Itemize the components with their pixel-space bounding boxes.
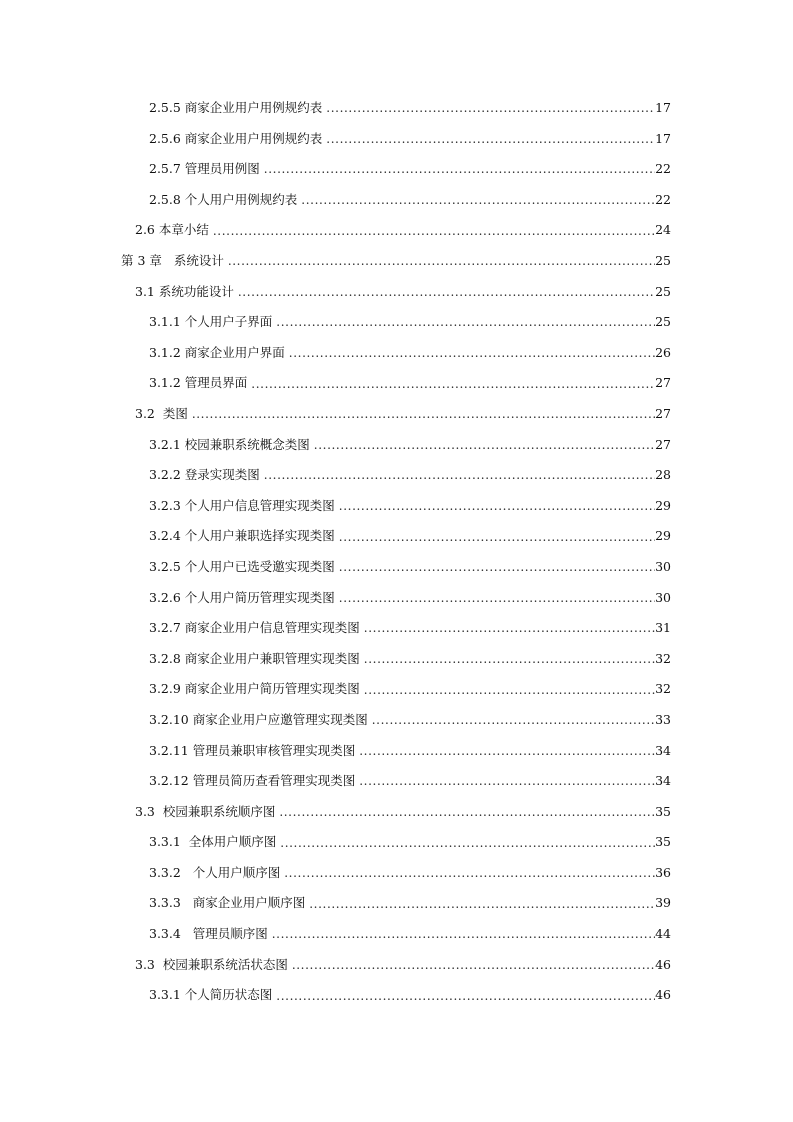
toc-entry-title: 3.2.7 商家企业用户信息管理实现类图 bbox=[149, 620, 360, 636]
toc-dot-leader bbox=[276, 837, 655, 849]
toc-entry-title: 3.3.2 个人用户顺序图 bbox=[149, 864, 281, 880]
toc-entry-title: 2.6 本章小结 bbox=[135, 222, 209, 238]
toc-entry[interactable] bbox=[0, 460, 793, 491]
toc-entry[interactable] bbox=[0, 154, 793, 185]
toc-entry[interactable] bbox=[0, 827, 793, 858]
toc-dot-leader bbox=[260, 163, 655, 175]
toc-entry[interactable] bbox=[0, 858, 793, 889]
toc-entry[interactable] bbox=[0, 491, 793, 522]
toc-entry-title: 3.2 类图 bbox=[135, 405, 188, 421]
toc-entry[interactable] bbox=[0, 950, 793, 981]
toc-entry[interactable] bbox=[0, 307, 793, 338]
toc-entry-title: 3.2.6 个人用户简历管理实现类图 bbox=[149, 589, 335, 605]
toc-entry-title: 3.3.1 个人简历状态图 bbox=[149, 987, 273, 1003]
toc-entry[interactable] bbox=[0, 368, 793, 399]
toc-dot-leader bbox=[280, 867, 655, 879]
toc-dot-leader bbox=[297, 194, 655, 206]
toc-dot-leader bbox=[368, 714, 655, 726]
toc-entry-title: 3.2.5 个人用户已选受邀实现类图 bbox=[149, 558, 335, 574]
toc-dot-leader bbox=[209, 225, 655, 237]
toc-dot-leader bbox=[322, 102, 655, 114]
toc-entry[interactable] bbox=[0, 613, 793, 644]
toc-entry-title: 3.2.4 个人用户兼职选择实现类图 bbox=[149, 528, 335, 544]
toc-dot-leader bbox=[260, 469, 655, 481]
toc-entry-title: 3.3.3 商家企业用户顺序图 bbox=[149, 895, 306, 911]
toc-entry-page-number: 34 bbox=[655, 742, 671, 758]
toc-entry-page-number: 33 bbox=[655, 711, 671, 727]
toc-entry-page-number: 32 bbox=[655, 650, 671, 666]
toc-entry[interactable] bbox=[0, 430, 793, 461]
toc-dot-leader bbox=[288, 959, 655, 971]
toc-entry[interactable] bbox=[0, 93, 793, 124]
toc-entry-title: 2.5.7 管理员用例图 bbox=[149, 161, 260, 177]
toc-entry-page-number: 32 bbox=[655, 681, 671, 697]
toc-entry-title: 3.2.9 商家企业用户简历管理实现类图 bbox=[149, 681, 360, 697]
table-of-contents bbox=[0, 93, 793, 1011]
toc-entry[interactable] bbox=[0, 552, 793, 583]
toc-entry-page-number: 27 bbox=[655, 405, 671, 421]
toc-entry-title: 3.2.1 校园兼职系统概念类图 bbox=[149, 436, 310, 452]
toc-entry[interactable] bbox=[0, 644, 793, 675]
toc-entry[interactable] bbox=[0, 399, 793, 430]
toc-entry-page-number: 46 bbox=[655, 956, 671, 972]
toc-entry[interactable] bbox=[0, 674, 793, 705]
toc-entry-title: 3.2.11 管理员兼职审核管理实现类图 bbox=[149, 742, 356, 758]
toc-entry[interactable] bbox=[0, 705, 793, 736]
toc-entry-title: 2.5.5 商家企业用户用例规约表 bbox=[149, 100, 323, 116]
toc-entry[interactable] bbox=[0, 735, 793, 766]
toc-entry[interactable] bbox=[0, 185, 793, 216]
toc-entry[interactable] bbox=[0, 980, 793, 1011]
toc-entry-title: 3.2.8 商家企业用户兼职管理实现类图 bbox=[149, 650, 360, 666]
toc-dot-leader bbox=[268, 928, 655, 940]
toc-entry-title: 3.3.1 全体用户顺序图 bbox=[149, 834, 277, 850]
toc-entry-title: 3.3.4 管理员顺序图 bbox=[149, 926, 268, 942]
toc-entry-page-number: 17 bbox=[655, 130, 671, 146]
toc-entry-page-number: 36 bbox=[655, 864, 671, 880]
toc-entry-page-number: 46 bbox=[655, 987, 671, 1003]
toc-dot-leader bbox=[335, 592, 655, 604]
toc-entry-page-number: 24 bbox=[655, 222, 671, 238]
toc-entry-title: 3.2.2 登录实现类图 bbox=[149, 467, 260, 483]
toc-dot-leader bbox=[335, 500, 655, 512]
toc-entry[interactable] bbox=[0, 521, 793, 552]
toc-dot-leader bbox=[247, 378, 655, 390]
toc-entry-title: 3.2.10 商家企业用户应邀管理实现类图 bbox=[149, 711, 368, 727]
toc-entry[interactable] bbox=[0, 797, 793, 828]
toc-entry-page-number: 17 bbox=[655, 100, 671, 116]
toc-entry-title: 2.5.6 商家企业用户用例规约表 bbox=[149, 130, 323, 146]
toc-entry-page-number: 25 bbox=[655, 253, 671, 269]
toc-dot-leader bbox=[360, 684, 655, 696]
toc-dot-leader bbox=[335, 561, 655, 573]
toc-entry[interactable] bbox=[0, 215, 793, 246]
toc-dot-leader bbox=[188, 408, 655, 420]
toc-dot-leader bbox=[360, 653, 655, 665]
toc-entry-title: 3.2.12 管理员简历查看管理实现类图 bbox=[149, 773, 356, 789]
toc-entry-page-number: 22 bbox=[655, 191, 671, 207]
toc-entry-page-number: 29 bbox=[655, 497, 671, 513]
toc-entry[interactable] bbox=[0, 583, 793, 614]
toc-entry-page-number: 34 bbox=[655, 773, 671, 789]
toc-dot-leader bbox=[285, 347, 655, 359]
toc-entry[interactable] bbox=[0, 338, 793, 369]
toc-entry-page-number: 31 bbox=[655, 620, 671, 636]
toc-entry-page-number: 30 bbox=[655, 589, 671, 605]
toc-entry-page-number: 28 bbox=[655, 467, 671, 483]
toc-entry-title: 3.1.1 个人用户子界面 bbox=[149, 314, 273, 330]
toc-dot-leader bbox=[234, 286, 655, 298]
toc-entry[interactable] bbox=[0, 919, 793, 950]
toc-entry[interactable] bbox=[0, 277, 793, 308]
toc-dot-leader bbox=[355, 745, 655, 757]
toc-entry[interactable] bbox=[0, 766, 793, 797]
toc-entry-title: 3.3 校园兼职系统顺序图 bbox=[135, 803, 276, 819]
toc-dot-leader bbox=[272, 316, 655, 328]
toc-entry-title: 2.5.8 个人用户用例规约表 bbox=[149, 191, 298, 207]
toc-dot-leader bbox=[224, 255, 655, 267]
toc-entry-page-number: 35 bbox=[655, 834, 671, 850]
toc-entry-title: 3.1 系统功能设计 bbox=[135, 283, 234, 299]
toc-dot-leader bbox=[275, 806, 655, 818]
toc-entry[interactable] bbox=[0, 888, 793, 919]
toc-entry-page-number: 44 bbox=[655, 926, 671, 942]
toc-entry-page-number: 27 bbox=[655, 436, 671, 452]
toc-entry-title: 第 3 章 系统设计 bbox=[121, 253, 224, 269]
toc-entry-page-number: 35 bbox=[655, 803, 671, 819]
toc-entry[interactable] bbox=[0, 246, 793, 277]
toc-dot-leader bbox=[322, 133, 655, 145]
toc-entry-page-number: 39 bbox=[655, 895, 671, 911]
toc-entry-title: 3.1.2 管理员界面 bbox=[149, 375, 248, 391]
toc-entry-page-number: 26 bbox=[655, 344, 671, 360]
toc-entry[interactable] bbox=[0, 124, 793, 155]
toc-entry-title: 3.2.3 个人用户信息管理实现类图 bbox=[149, 497, 335, 513]
toc-dot-leader bbox=[335, 531, 655, 543]
toc-entry-page-number: 29 bbox=[655, 528, 671, 544]
toc-entry-page-number: 25 bbox=[655, 314, 671, 330]
toc-dot-leader bbox=[360, 622, 655, 634]
toc-entry-page-number: 30 bbox=[655, 558, 671, 574]
toc-entry-page-number: 27 bbox=[655, 375, 671, 391]
toc-dot-leader bbox=[355, 775, 655, 787]
toc-dot-leader bbox=[305, 898, 655, 910]
toc-entry-title: 3.1.2 商家企业用户界面 bbox=[149, 344, 285, 360]
toc-entry-title: 3.3 校园兼职系统活状态图 bbox=[135, 956, 288, 972]
toc-dot-leader bbox=[272, 990, 655, 1002]
toc-entry-page-number: 25 bbox=[655, 283, 671, 299]
toc-entry-page-number: 22 bbox=[655, 161, 671, 177]
toc-dot-leader bbox=[310, 439, 655, 451]
